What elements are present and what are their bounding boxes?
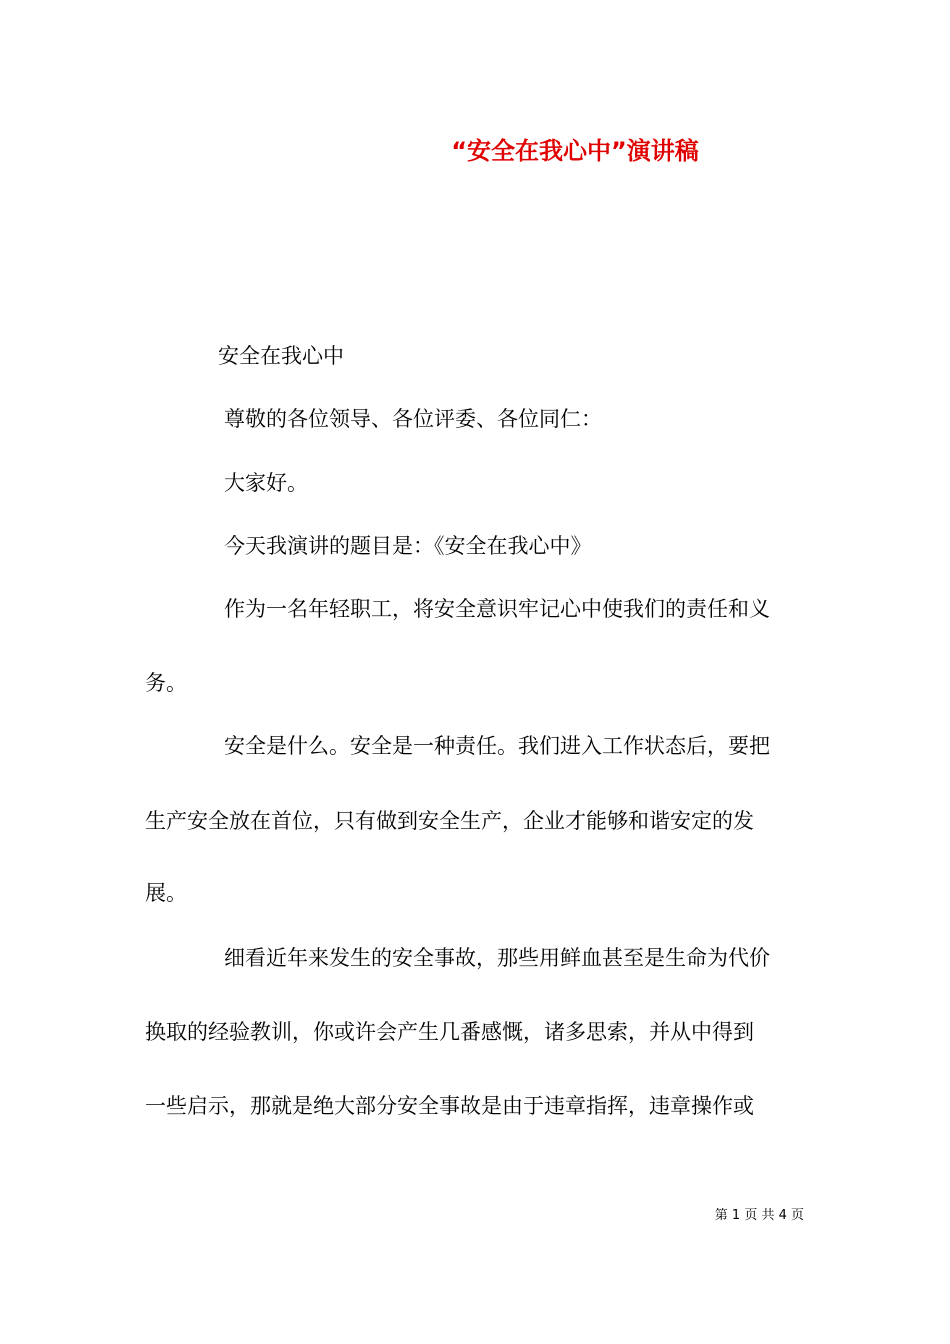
topic-line: 今天我演讲的题目是：《安全在我心中》 <box>224 534 592 558</box>
paragraph-line: 务。 <box>145 671 187 695</box>
paragraph-line: 换取的经验教训，你或许会产生几番感慨，诸多思索，并从中得到 <box>145 1020 754 1044</box>
salutation-line: 尊敬的各位领导、各位评委、各位同仁： <box>224 407 602 431</box>
paragraph-line: 安全是什么。安全是一种责任。我们进入工作状态后，要把 <box>224 734 770 758</box>
paragraph-line: 一些启示，那就是绝大部分安全事故是由于违章指挥，违章操作或 <box>145 1094 754 1118</box>
paragraph-line: 生产安全放在首位，只有做到安全生产，企业才能够和谐安定的发 <box>145 809 754 833</box>
page-number-footer: 第 1 页 共 4 页 <box>714 1208 804 1223</box>
greeting-line: 大家好。 <box>224 471 308 495</box>
paragraph-line: 展。 <box>145 881 187 905</box>
paragraph-line: 细看近年来发生的安全事故，那些用鲜血甚至是生命为代价 <box>224 946 770 970</box>
speech-subtitle: 安全在我心中 <box>218 344 344 368</box>
document-title: “安全在我心中”演讲稿 <box>451 137 699 165</box>
paragraph-line: 作为一名年轻职工，将安全意识牢记心中使我们的责任和义 <box>224 597 770 621</box>
